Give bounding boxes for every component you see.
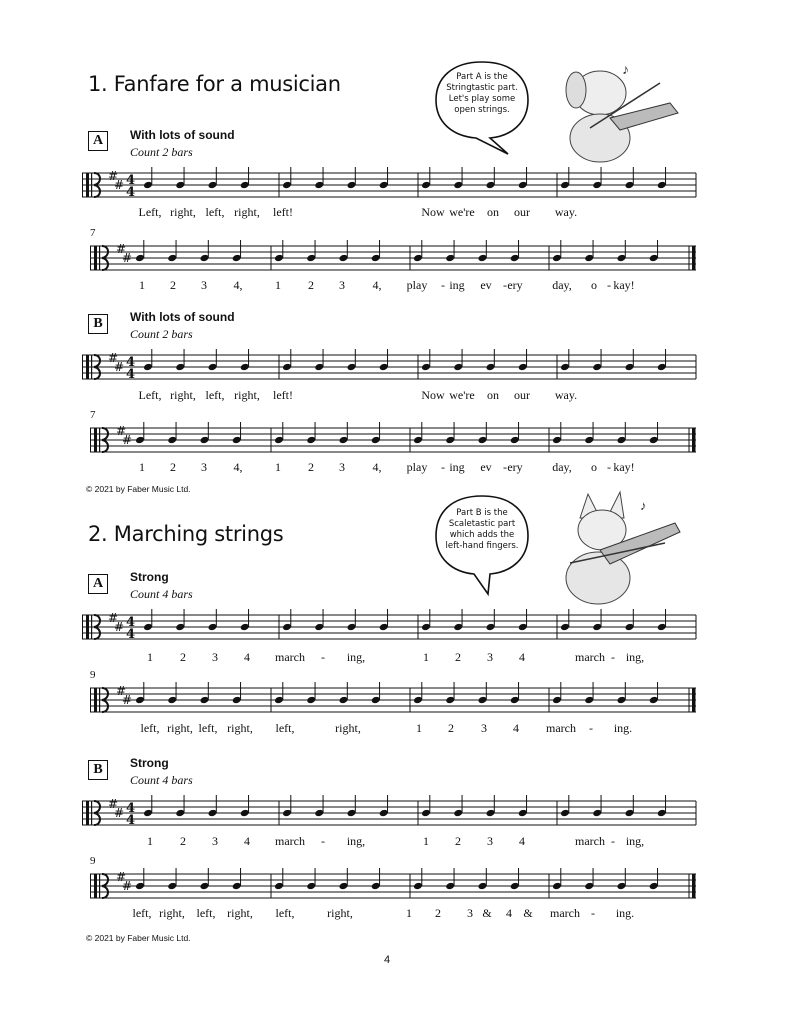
- lyric-syllable: ing,: [346, 650, 366, 664]
- lyric-syllable: 2: [455, 650, 461, 664]
- clef-bar: [91, 173, 92, 197]
- lyric-syllable: 3: [212, 650, 218, 664]
- final-barline: [692, 246, 696, 270]
- lyric-syllable: o: [591, 278, 597, 292]
- clef-bar: [91, 355, 92, 379]
- staff: [90, 243, 696, 273]
- lyric-syllable: right,: [227, 906, 253, 920]
- lyric-syllable: 4: [513, 721, 519, 735]
- lyric-syllable: 1: [275, 460, 281, 474]
- lyric-syllable: right,: [327, 906, 353, 920]
- lyric-syllable: our: [514, 388, 530, 402]
- speech-bubble-text: Part A is the Stringtastic part. Let's play some open strings.: [446, 72, 518, 115]
- lyric-syllable: way.: [554, 205, 578, 219]
- lyric-syllable: Left,: [138, 205, 162, 219]
- lyric-syllable: left!: [273, 388, 293, 402]
- lyric-syllable: -: [591, 906, 595, 920]
- staff: [90, 871, 696, 901]
- sharp-sign: #: [108, 797, 119, 811]
- lyric-syllable: 3: [487, 650, 493, 664]
- page-number: 4: [384, 954, 391, 966]
- sharp-sign: #: [122, 879, 133, 893]
- lyric-syllable: left,: [196, 906, 216, 920]
- lyric-syllable: 3: [481, 721, 487, 735]
- lyric-syllable: we're: [449, 388, 475, 402]
- piece-title: 1. Fanfare for a musician: [88, 72, 341, 96]
- lyric-syllable: kay!: [613, 460, 635, 474]
- lyric-syllable: 2: [448, 721, 454, 735]
- clef-bar: [86, 355, 89, 379]
- lyric-syllable: left,: [198, 721, 218, 735]
- lyric-syllable: 2: [180, 834, 186, 848]
- lyric-syllable: right,: [335, 721, 361, 735]
- sharp-sign: #: [122, 251, 133, 265]
- lyric-syllable: 2: [170, 278, 176, 292]
- lyric-syllable: day,: [552, 460, 572, 474]
- bar-number: 9: [90, 669, 96, 681]
- lyric-syllable: ing,: [625, 834, 645, 848]
- lyric-syllable: day,: [552, 278, 572, 292]
- lyric-syllable: ery: [507, 460, 523, 474]
- lyric-syllable: march: [275, 650, 305, 664]
- lyric-syllable: way.: [554, 388, 578, 402]
- sharp-sign: #: [116, 684, 127, 698]
- bar-number: 7: [90, 227, 96, 239]
- lyric-syllable: 1: [416, 721, 422, 735]
- clef-bar: [99, 246, 100, 270]
- lyric-syllable: Now: [421, 205, 445, 219]
- lyric-syllable: 4,: [233, 460, 243, 474]
- lyric-syllable: -: [611, 650, 615, 664]
- lyric-syllable: left!: [273, 205, 293, 219]
- sharp-sign: #: [108, 169, 119, 183]
- lyric-syllable: play: [406, 460, 428, 474]
- lyric-syllable: -: [503, 460, 507, 474]
- lyric-syllable: 3: [201, 278, 207, 292]
- sharp-sign: #: [114, 806, 125, 820]
- piece-title: 2. Marching strings: [88, 522, 284, 546]
- lyric-syllable: left,: [275, 906, 295, 920]
- lyric-syllable: left,: [205, 205, 225, 219]
- lyric-syllable: left,: [205, 388, 225, 402]
- copyright: © 2021 by Faber Music Ltd.: [86, 484, 191, 494]
- lyric-syllable: right,: [227, 721, 253, 735]
- lyric-syllable: march: [575, 834, 605, 848]
- clef-bar: [86, 173, 89, 197]
- final-barline: [692, 688, 696, 712]
- lyric-syllable: ing: [449, 460, 465, 474]
- lyric-syllable: 3: [339, 460, 345, 474]
- lyric-syllable: on: [487, 205, 499, 219]
- lyric-syllable: 4: [519, 650, 525, 664]
- final-barline: [692, 874, 696, 898]
- lyric-syllable: right,: [159, 906, 185, 920]
- lyric-syllable: right,: [234, 388, 260, 402]
- count-in: Count 4 bars: [130, 773, 193, 787]
- tempo-marking: With lots of sound: [130, 310, 235, 324]
- part-label: B: [88, 314, 108, 334]
- lyric-syllable: -: [321, 834, 325, 848]
- lyric-syllable: 1: [275, 278, 281, 292]
- lyric-syllable: 3: [212, 834, 218, 848]
- lyric-syllable: ing,: [625, 650, 645, 664]
- lyric-syllable: on: [487, 388, 499, 402]
- lyric-syllable: march: [275, 834, 305, 848]
- lyric-syllable: ing: [449, 278, 465, 292]
- lyric-syllable: 3: [339, 278, 345, 292]
- lyric-syllable: -: [503, 278, 507, 292]
- lyric-syllable: march: [550, 906, 580, 920]
- time-signature-bottom: 4: [126, 627, 136, 642]
- clef-bar: [86, 801, 89, 825]
- lyric-syllable: 4: [519, 834, 525, 848]
- clef-bar: [91, 615, 92, 639]
- lyric-syllable: Now: [421, 388, 445, 402]
- lyric-syllable: &: [482, 906, 492, 920]
- sharp-sign: #: [114, 178, 125, 192]
- svg-text:♪: ♪: [622, 61, 629, 77]
- clef-bar: [91, 801, 92, 825]
- cat-violinist-illustration: [540, 488, 690, 608]
- time-signature-bottom: 4: [126, 367, 136, 382]
- clef-bar: [99, 874, 100, 898]
- copyright: © 2021 by Faber Music Ltd.: [86, 933, 191, 943]
- lyric-syllable: 2: [455, 834, 461, 848]
- lyric-syllable: Left,: [138, 388, 162, 402]
- lyric-syllable: 1: [423, 834, 429, 848]
- staff: [90, 425, 696, 455]
- lyric-syllable: ev: [480, 460, 492, 474]
- lyric-syllable: -: [441, 278, 445, 292]
- lyric-syllable: right,: [170, 388, 196, 402]
- lyric-syllable: right,: [167, 721, 193, 735]
- lyric-syllable: 1: [147, 834, 153, 848]
- lyric-syllable: -: [607, 460, 611, 474]
- lyric-syllable: -: [321, 650, 325, 664]
- lyric-syllable: march: [546, 721, 576, 735]
- staff: [90, 685, 696, 715]
- lyric-syllable: 3: [467, 906, 473, 920]
- time-signature-top: 4: [126, 801, 136, 816]
- lyric-syllable: 1: [423, 650, 429, 664]
- sharp-sign: #: [116, 242, 127, 256]
- time-signature-bottom: 4: [126, 813, 136, 828]
- speech-bubble-text: Part B is the Scaletastic part which adds the left-hand fingers.: [445, 508, 519, 551]
- final-barline: [692, 428, 696, 452]
- clef-bar: [94, 246, 97, 270]
- sharp-sign: #: [122, 433, 133, 447]
- clef-bar: [94, 874, 97, 898]
- svg-text:♪: ♪: [640, 498, 647, 513]
- lyric-syllable: 2: [435, 906, 441, 920]
- clef-bar: [99, 688, 100, 712]
- lyric-syllable: &: [523, 906, 533, 920]
- clef-bar: [94, 688, 97, 712]
- lyric-syllable: right,: [170, 205, 196, 219]
- part-label: B: [88, 760, 108, 780]
- lyric-syllable: 1: [147, 650, 153, 664]
- time-signature-bottom: 4: [126, 185, 136, 200]
- lyric-syllable: -: [589, 721, 593, 735]
- lyric-syllable: 1: [139, 278, 145, 292]
- sharp-sign: #: [108, 611, 119, 625]
- lyric-syllable: 2: [170, 460, 176, 474]
- lyric-syllable: -: [441, 460, 445, 474]
- lyric-syllable: -: [607, 278, 611, 292]
- part-label: A: [88, 574, 108, 594]
- tempo-marking: With lots of sound: [130, 128, 235, 142]
- dog-violinist-illustration: [540, 58, 690, 168]
- lyric-syllable: 4: [244, 650, 250, 664]
- sharp-sign: #: [108, 351, 119, 365]
- lyric-syllable: left,: [275, 721, 295, 735]
- bar-number: 9: [90, 855, 96, 867]
- lyric-syllable: left,: [132, 906, 152, 920]
- lyric-syllable: 3: [487, 834, 493, 848]
- lyric-syllable: 4,: [372, 460, 382, 474]
- lyric-syllable: 1: [406, 906, 412, 920]
- lyric-syllable: 4: [506, 906, 512, 920]
- lyric-syllable: 2: [308, 278, 314, 292]
- lyric-syllable: 4,: [372, 278, 382, 292]
- staff: [82, 612, 696, 642]
- sharp-sign: #: [116, 870, 127, 884]
- lyric-syllable: left,: [140, 721, 160, 735]
- clef-bar: [94, 428, 97, 452]
- lyric-syllable: play: [406, 278, 428, 292]
- staff: [82, 170, 696, 200]
- time-signature-top: 4: [126, 173, 136, 188]
- count-in: Count 2 bars: [130, 145, 193, 159]
- lyric-syllable: ing.: [613, 721, 633, 735]
- lyric-syllable: our: [514, 205, 530, 219]
- sharp-sign: #: [122, 693, 133, 707]
- lyric-syllable: 4,: [233, 278, 243, 292]
- tempo-marking: Strong: [130, 570, 169, 584]
- bar-number: 7: [90, 409, 96, 421]
- sharp-sign: #: [114, 360, 125, 374]
- lyric-syllable: right,: [234, 205, 260, 219]
- lyric-syllable: ev: [480, 278, 492, 292]
- tempo-marking: Strong: [130, 756, 169, 770]
- count-in: Count 4 bars: [130, 587, 193, 601]
- clef-bar: [99, 428, 100, 452]
- lyric-syllable: ing,: [346, 834, 366, 848]
- time-signature-top: 4: [126, 615, 136, 630]
- lyric-syllable: 4: [244, 834, 250, 848]
- lyric-syllable: -: [611, 834, 615, 848]
- staff: [82, 352, 696, 382]
- count-in: Count 2 bars: [130, 327, 193, 341]
- lyric-syllable: ing.: [615, 906, 635, 920]
- lyric-syllable: 3: [201, 460, 207, 474]
- lyric-syllable: o: [591, 460, 597, 474]
- lyric-syllable: ery: [507, 278, 523, 292]
- staff: [82, 798, 696, 828]
- lyric-syllable: kay!: [613, 278, 635, 292]
- lyric-syllable: 1: [139, 460, 145, 474]
- sharp-sign: #: [116, 424, 127, 438]
- lyric-syllable: we're: [449, 205, 475, 219]
- sharp-sign: #: [114, 620, 125, 634]
- clef-bar: [86, 615, 89, 639]
- part-label: A: [88, 131, 108, 151]
- lyric-syllable: march: [575, 650, 605, 664]
- time-signature-top: 4: [126, 355, 136, 370]
- lyric-syllable: 2: [180, 650, 186, 664]
- lyric-syllable: 2: [308, 460, 314, 474]
